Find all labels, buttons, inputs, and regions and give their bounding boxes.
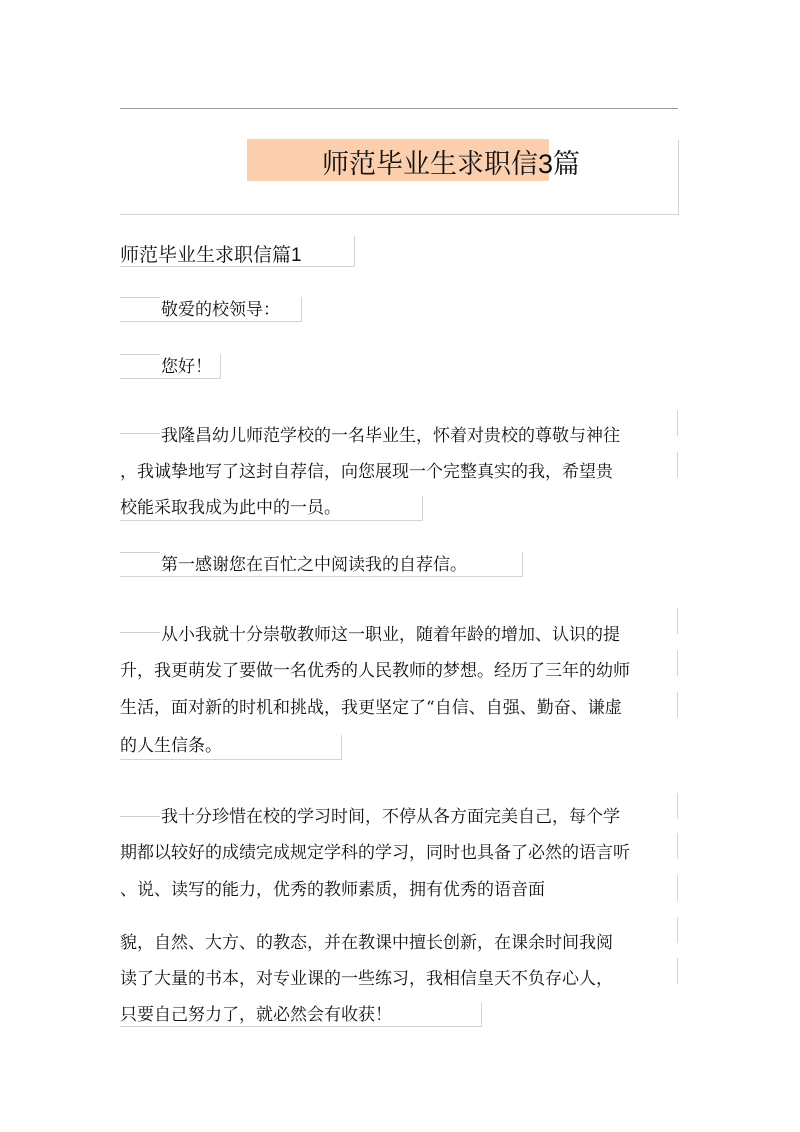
paragraph-line: 期都以较好的成绩完成规定学科的学习，同时也具备了必然的语言听 [120,843,630,863]
line-edge [677,410,678,436]
subtitle-number: 1 [291,245,302,266]
line-edge [677,692,678,718]
line-edge [677,650,678,676]
line-edge [677,875,678,901]
paragraph-line: ，我诚挚地写了这封自荐信，向您展现一个完整真实的我，希望贵 [120,462,613,482]
indent-line [120,354,160,355]
paragraph-line: 第一感谢您在百忙之中阅读我的自荐信。 [161,555,467,575]
indent-line [120,552,160,553]
paragraph-line: 生活，面对新的时机和挑战，我更坚定了“自信、自强、勤奋、谦虚 [120,698,622,718]
indent-line [120,816,160,817]
title-text: 师范毕业生求职信 [322,149,538,180]
greeting: 您好！ [161,357,212,377]
title-suffix: 篇 [553,149,581,180]
section-heading [120,240,302,267]
indent-line [120,433,160,434]
salutation: 敬爱的校领导： [161,300,280,320]
paragraph-line: 我十分珍惜在校的学习时间，不停从各方面完美自己，每个学 [161,807,620,827]
paragraph-line: 校能采取我成为此中的一员。 [120,498,341,518]
paragraph-line: 只要自己努力了，就必然会有收获！ [120,1005,392,1025]
line-edge [677,793,678,819]
paragraph-line: 读了大量的书本，对专业课的一些练习，我相信皇天不负存心人， [120,969,613,989]
paragraph-line: 、说、读写的能力，优秀的教师素质，拥有优秀的语音面 [120,880,545,900]
line-edge [677,608,678,634]
indent-line [120,297,160,298]
paragraph-line: 的人生信条。 [120,736,222,756]
line-edge [677,833,678,859]
paragraph-line: 从小我就十分崇敬教师这一职业，随着年龄的增加、认识的提 [161,625,620,645]
line-edge [677,917,678,943]
line-edge [677,958,678,984]
line-edge [677,452,678,478]
paragraph-line: 貌，自然、大方、的教态，并在教课中擅长创新，在课余时间我阅 [120,933,613,953]
subtitle-text: 师范毕业生求职信篇 [120,244,292,266]
document-title [322,142,580,181]
paragraph-line: 升，我更萌发了要做一名优秀的人民教师的梦想。经历了三年的幼师 [120,661,630,681]
indent-line [120,632,160,633]
title-number: 3 [538,149,554,179]
paragraph-line: 我隆昌幼儿师范学校的一名毕业生，怀着对贵校的尊敬与神往 [161,426,620,446]
top-rule [120,108,678,109]
